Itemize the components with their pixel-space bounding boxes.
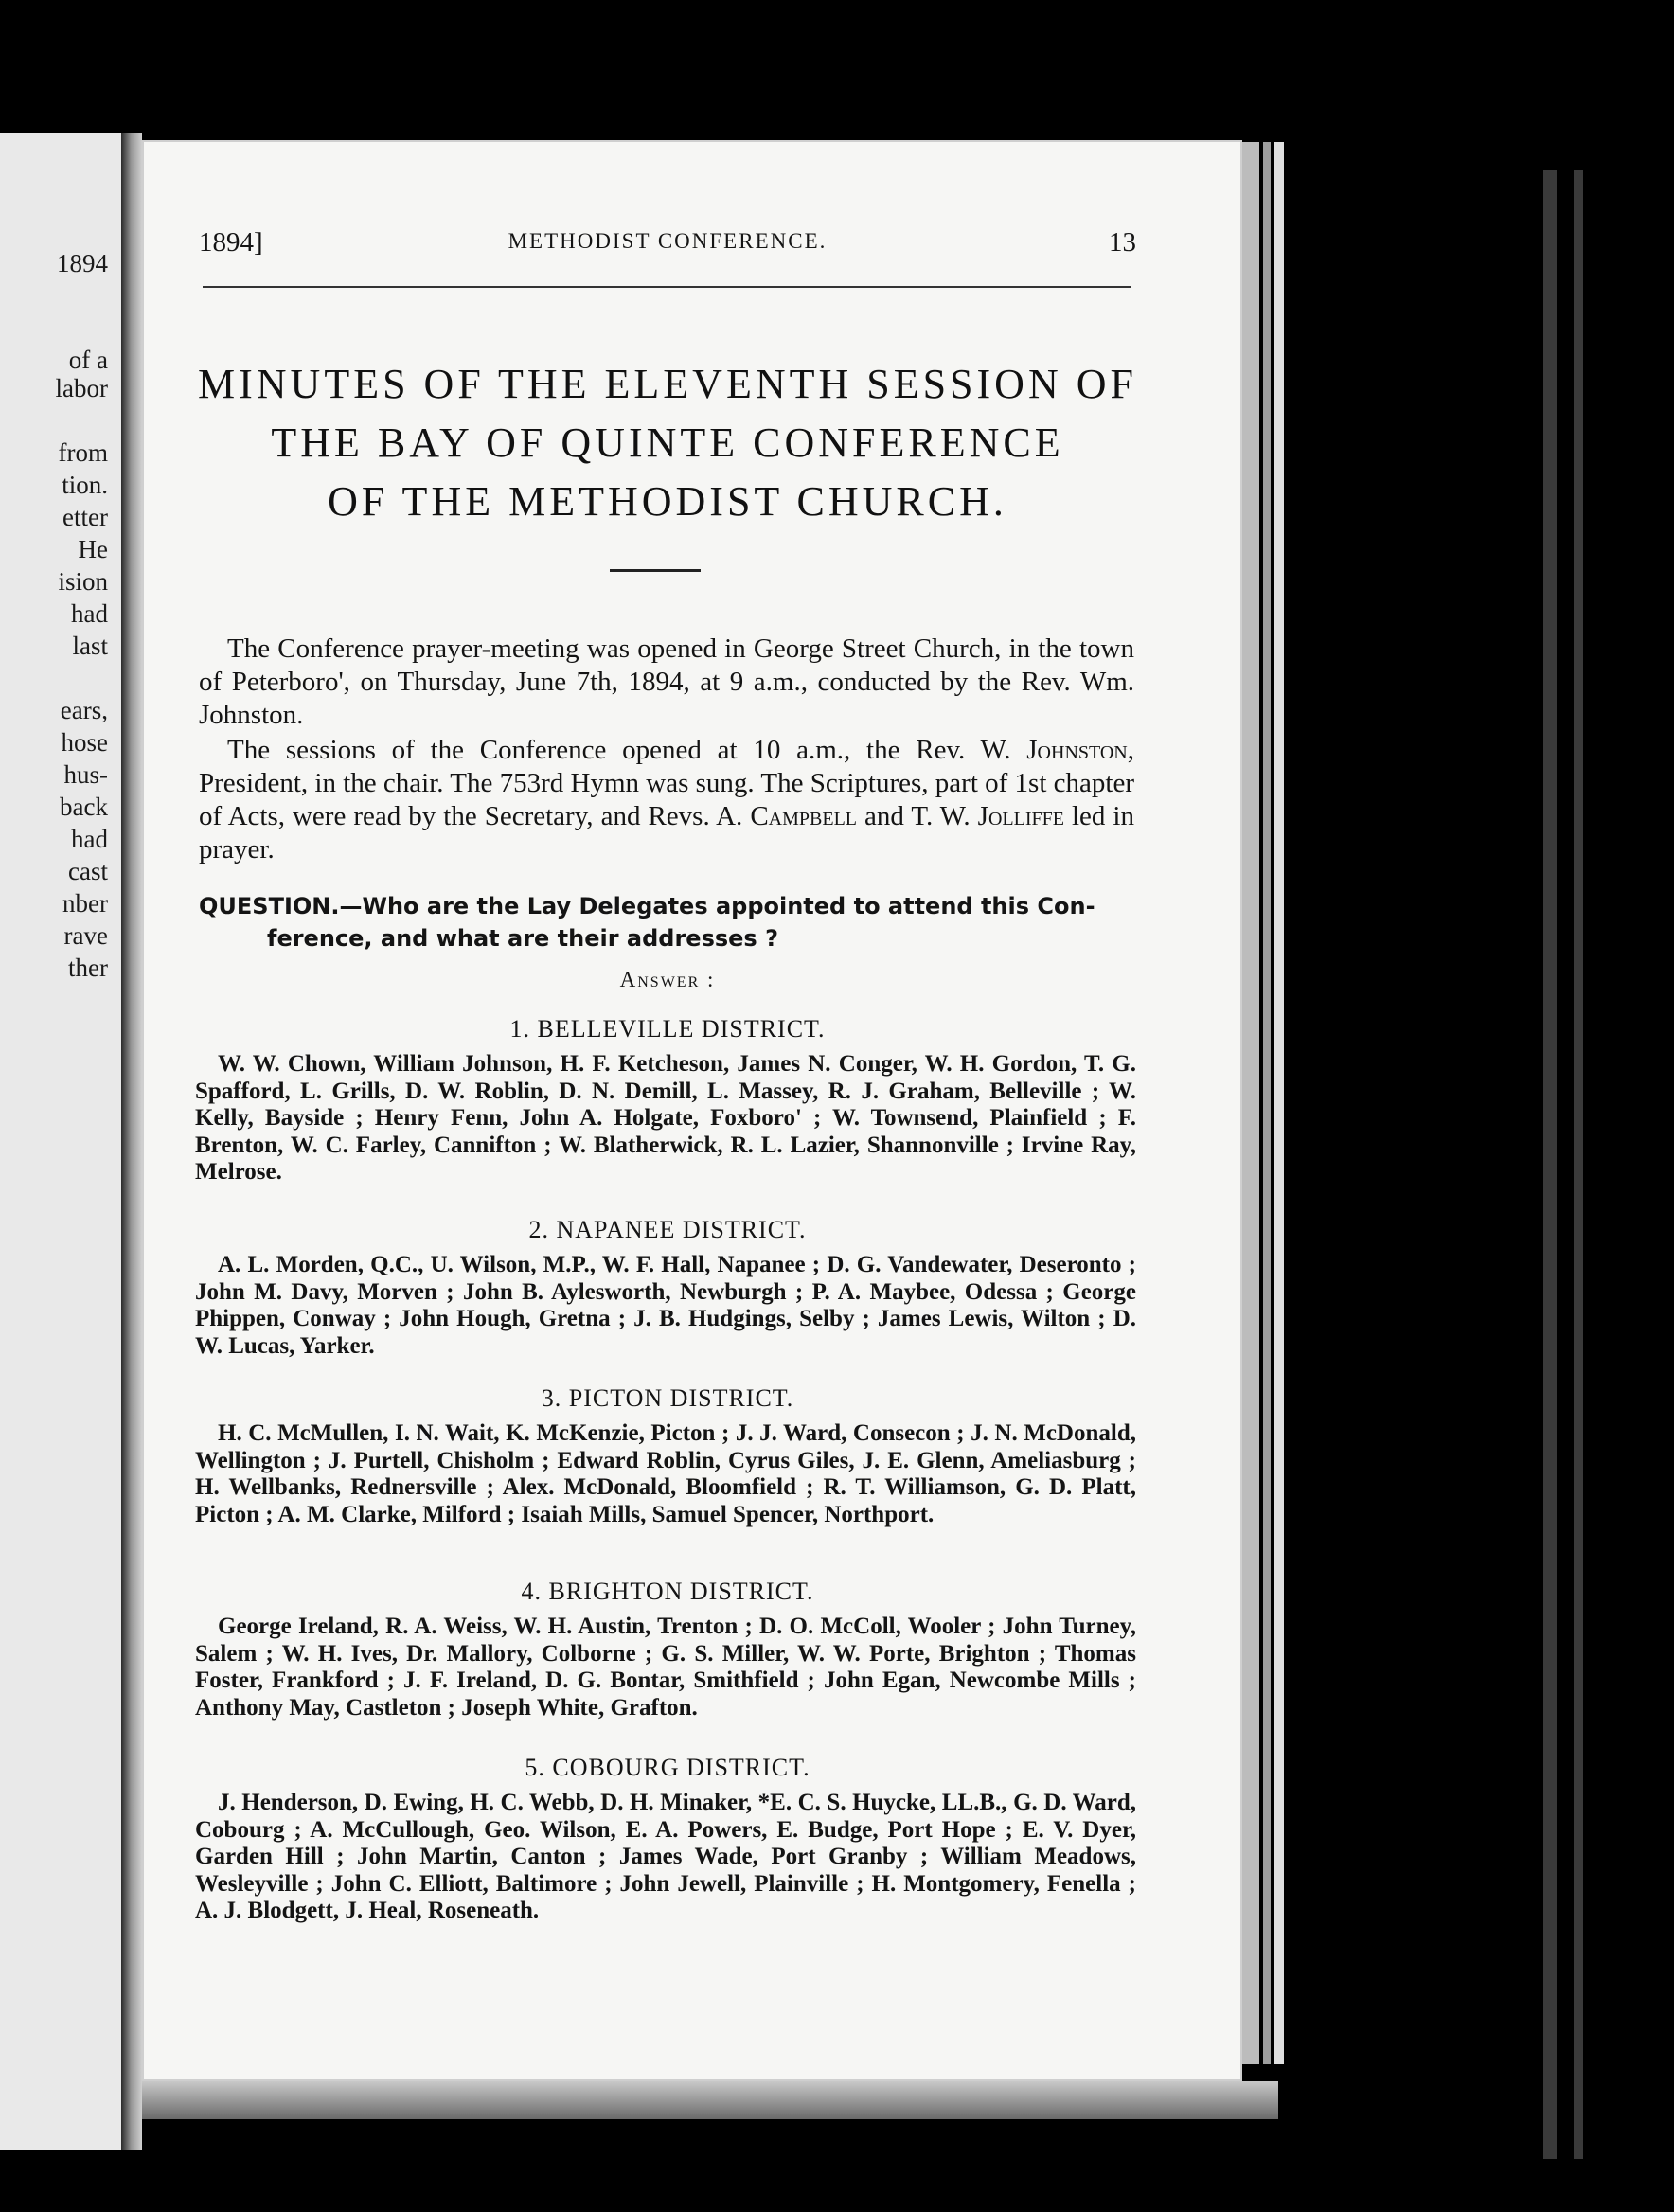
book-gutter <box>121 133 142 2150</box>
district-delegates: H. C. McMullen, I. N. Wait, K. McKenzie, Picton ; J. J. Ward, Consecon ; J. N. McDonald, Wellington ; J. Purtell, Chisholm ; Edward Roblin, Cyrus Giles, J. E. Glenn, Ameliasburg ; H. Wellbanks, Rednersville ; Alex. McDonald, Bloomfield ; R. T. Williamson, G. D. Platt, Picton ; A. M. Clarke, Milford ; Isaiah Mills, Samuel Spencer, Northport. <box>195 1420 1136 1527</box>
district-heading: 3. PICTON DISTRICT. <box>541 1384 794 1412</box>
facing-page-line: cast <box>68 857 108 885</box>
facing-page-line: had <box>71 825 108 853</box>
facing-page-line: hose <box>61 728 108 757</box>
title-line-1: MINUTES OF THE ELEVENTH SESSION OF <box>198 361 1137 407</box>
facing-page-line: 1894 <box>57 249 108 277</box>
facing-page-line: from <box>58 438 108 467</box>
title-line-3: OF THE METHODIST CHURCH. <box>328 478 1007 525</box>
header-rule <box>203 286 1131 288</box>
facing-page-line: last <box>72 632 108 660</box>
running-head-title: METHODIST CONFERENCE. <box>508 229 828 253</box>
facing-page-line: had <box>71 599 108 628</box>
facing-page-line: of a <box>68 346 108 374</box>
page-edge <box>1242 142 1259 2064</box>
facing-page <box>0 133 121 2150</box>
intro-text: , President, in the chair. The 753rd Hymn was sung. The Scriptures, part of 1st chapter of Acts, were read by the Secretary, and Revs. A. <box>199 735 1134 831</box>
district-delegates: George Ireland, R. A. Weiss, W. H. Austin, Trenton ; D. O. McColl, Wooler ; John Turney, Salem ; W. H. Ives, Dr. Mallory, Colborne ; G. S. Miller, W. W. Porte, Brighton ; Thomas Foster, Frankford ; J. F. Ireland, D. G. Bontar, Smithfield ; John Egan, Newcombe Mills ; Anthony May, Castleton ; Joseph White, Grafton. <box>195 1614 1136 1721</box>
district-delegates: J. Henderson, D. Ewing, H. C. Webb, D. H. Minaker, *E. C. S. Huycke, LL.B., G. D. Ward, Cobourg ; A. McCullough, Geo. Wilson, E. A. Powers, E. Budge, Port Hope ; E. V. Dyer, Garden Hill ; John Martin, Canton ; James Wade, Port Granby ; William Meadows, Wesleyville ; John C. Elliott, Baltimore ; John Jewell, Plainville ; H. Montgomery, Fenella ; A. J. Blodgett, J. Heal, Roseneath. <box>195 1790 1136 1923</box>
page-edge <box>1274 142 1284 2064</box>
district-heading: 2. NAPANEE DISTRICT. <box>528 1216 807 1243</box>
facing-page-line: hus- <box>63 760 108 789</box>
district-delegates: A. L. Morden, Q.C., U. Wilson, M.P., W. F. Hall, Napanee ; D. G. Vandewater, Deseronto ; John M. Davy, Morven ; John B. Aylesworth, Newburgh ; P. A. Maybee, Odessa ; George Phippen, Conway ; John Hough, Gretna ; J. B. Hudgings, Selby ; James Lewis, Wilton ; D. W. Lucas, Yarker. <box>195 1252 1136 1359</box>
title-line-2: THE BAY OF QUINTE CONFERENCE <box>271 419 1064 466</box>
answer-label: Answer : <box>619 968 716 991</box>
book-binding <box>1326 114 1674 2197</box>
facing-page-line: back <box>60 793 108 821</box>
facing-page-line: ears, <box>60 696 108 724</box>
intro-paragraph-2 <box>199 734 1134 866</box>
facing-page-line: tion. <box>62 471 108 499</box>
facing-page-line: ther <box>68 954 108 982</box>
page-bottom-edge <box>142 2081 1278 2119</box>
facing-page-line: He <box>78 535 108 563</box>
district-heading: 5. COBOURG DISTRICT. <box>525 1754 810 1781</box>
running-head <box>199 227 1136 265</box>
binding-strip <box>1574 170 1583 2159</box>
facing-page-line: nber <box>62 889 108 918</box>
intro-name: Jolliffe <box>977 801 1064 831</box>
title-rule <box>610 569 701 572</box>
intro-text: The sessions of the Conference opened at 10 a.m., the Rev. W. <box>227 735 1027 765</box>
page-number: 13 <box>1109 227 1136 258</box>
facing-page-line: labor <box>55 374 108 402</box>
facing-page-line: etter <box>62 503 108 531</box>
facing-page-line: rave <box>63 921 108 950</box>
page-edge <box>1263 142 1271 2064</box>
question <box>199 890 1136 954</box>
question-line-2: ference, and what are their addresses ? <box>267 925 778 952</box>
intro-name: Campbell <box>750 801 858 831</box>
intro-name: Johnston <box>1026 735 1128 765</box>
binding-strip <box>1543 170 1557 2159</box>
question-line-1: QUESTION.—Who are the Lay Delegates appointed to attend this Con- <box>199 893 1095 919</box>
intro-text: and T. W. <box>857 801 978 831</box>
district-heading: 1. BELLEVILLE DISTRICT. <box>509 1015 826 1043</box>
intro-text: led in prayer. <box>199 801 1134 865</box>
district-heading: 4. BRIGHTON DISTRICT. <box>521 1578 814 1605</box>
running-head-year: 1894] <box>199 227 263 258</box>
district-delegates: W. W. Chown, William Johnson, H. F. Ketcheson, James N. Conger, W. H. Gordon, T. G. Spafford, L. Grills, D. W. Roblin, D. N. Demill, L. Massey, R. J. Graham, Belleville ; W. Kelly, Bayside ; Henry Fenn, John A. Holgate, Foxboro' ; W. Townsend, Plainfield ; F. Brenton, W. C. Farley, Cannifton ; W. Blatherwick, R. L. Lazier, Shannonville ; Irvine Ray, Melrose. <box>195 1051 1136 1185</box>
intro-paragraph-1: The Conference prayer-meeting was opened in George Street Church, in the town of Peterboro', on Thursday, June 7th, 1894, at 9 a.m., conducted by the Rev. Wm. Johnston. <box>199 633 1134 730</box>
facing-page-line: ision <box>58 567 108 596</box>
